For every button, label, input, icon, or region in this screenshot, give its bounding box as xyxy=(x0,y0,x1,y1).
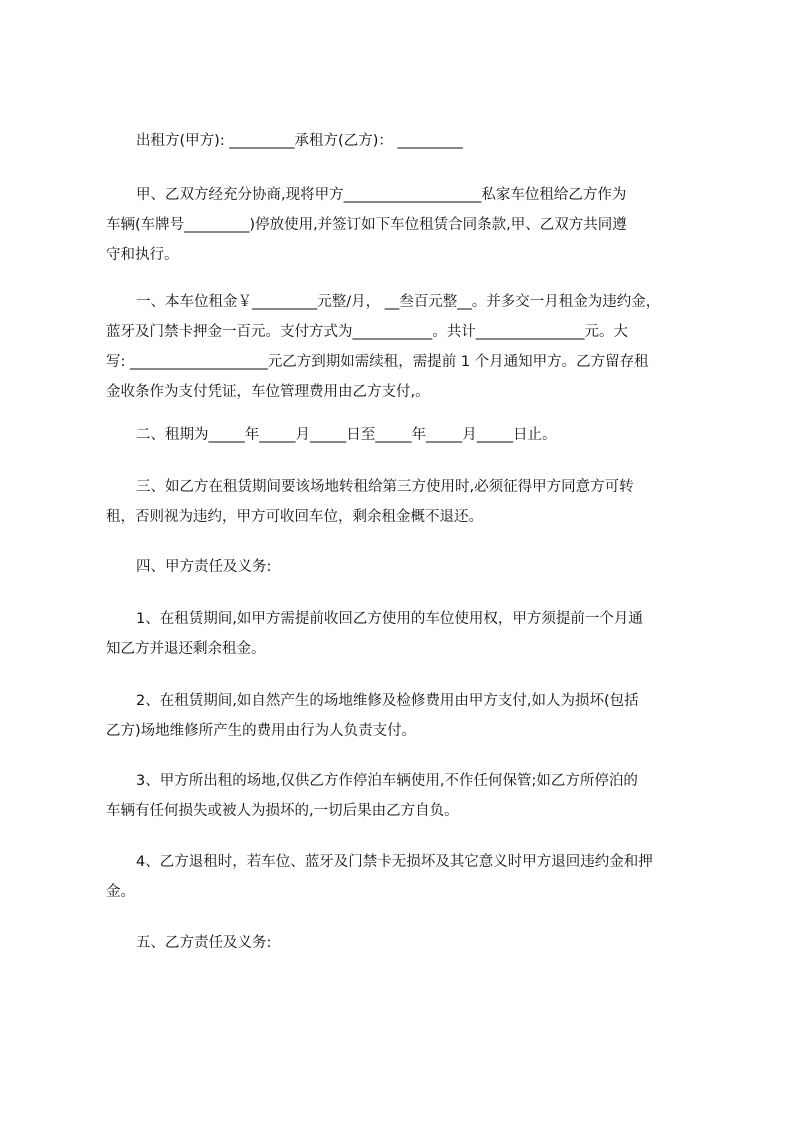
item-2-line-2: 乙方)场地维修所产生的费用由行为人负责支付。 xyxy=(106,723,417,739)
clause-4-item-3 xyxy=(106,766,706,826)
intro-line-3: 守和执行。 xyxy=(106,247,179,263)
item-4-line-1: 4、乙方退租时，若车位、蓝牙及门禁卡无损坏及其它意义时甲方退回违约金和押 xyxy=(136,854,653,870)
clause-4-heading: 四、甲方责任及义务: xyxy=(136,559,272,575)
clause-4-item-4 xyxy=(106,847,706,907)
party-header-line: 出租方(甲方): _________承租方(乙方)： _________ xyxy=(136,133,463,149)
intro-line-1: 甲、乙双方经充分协商,现将甲方___________________私家车位租给乙方作为 xyxy=(136,187,627,203)
item-3-line-2: 车辆有任何损失或被人为损坏的,一切后果由乙方自负。 xyxy=(106,803,459,819)
clause-1-line-2: 蓝牙及门禁卡押金一百元。支付方式为___________。共计_______________元。大 xyxy=(106,324,628,340)
clause-4-item-2 xyxy=(106,686,706,746)
clause-2-line-1: 二、租期为_____年_____月_____日至_____年_____月_____日止。 xyxy=(136,427,557,443)
party-header xyxy=(106,126,706,156)
clause-1-rent xyxy=(106,287,706,407)
clause-1-line-4: 金收条作为支付凭证，车位管理费用由乙方支付,。 xyxy=(106,384,430,400)
intro-paragraph xyxy=(106,180,706,270)
clause-2-term xyxy=(106,420,706,450)
clause-4-item-1 xyxy=(106,604,706,664)
clause-3-line-1: 三、如乙方在租赁期间要该场地转租给第三方使用时,必须征得甲方同意方可转 xyxy=(136,479,634,495)
item-3-line-1: 3、甲方所出租的场地,仅供乙方作停泊车辆使用,不作任何保管;如乙方所停泊的 xyxy=(136,773,638,789)
item-1-line-1: 1、在租赁期间,如甲方需提前收回乙方使用的车位使用权，甲方须提前一个月通 xyxy=(136,611,643,627)
item-1-line-2: 知乙方并退还剩余租金。 xyxy=(106,641,266,657)
clause-1-line-1: 一、本车位租金￥_________元整/月， __叁百元整__。并多交一月租金为违约金， xyxy=(136,294,661,310)
intro-line-2: 车辆(车牌号_________)停放使用,并签订如下车位租赁合同条款,甲、乙双方共同遵 xyxy=(106,217,627,233)
item-2-line-1: 2、在租赁期间,如自然产生的场地维修及检修费用由甲方支付,如人为损坏(包括 xyxy=(136,693,639,709)
clause-1-line-3: 写: ___________________元乙方到期如需续租，需提前 1 个月通知甲方。乙方留存租 xyxy=(106,354,649,370)
clause-3-line-2: 租，否则视为违约，甲方可收回车位，剩余租金概不退还。 xyxy=(106,509,483,525)
clause-5-heading: 五、乙方责任及义务: xyxy=(136,935,272,951)
clause-5-title xyxy=(106,928,706,958)
item-4-line-2: 金。 xyxy=(106,884,135,900)
clause-4-title xyxy=(106,552,706,582)
clause-3-sublet xyxy=(106,472,706,532)
